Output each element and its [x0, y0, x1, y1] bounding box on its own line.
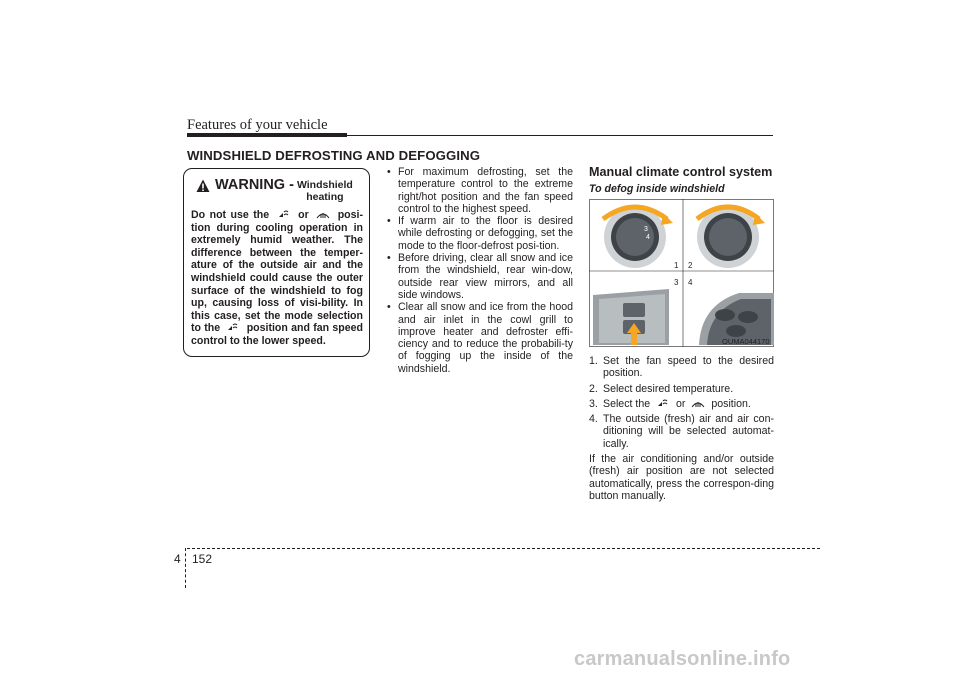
watermark: carmanualsonline.info [574, 648, 791, 670]
list-item [589, 398, 774, 410]
step-text: Select desired temperature. [603, 382, 734, 395]
step-number: 4. [589, 413, 598, 426]
knob-label-4: 4 [646, 234, 650, 241]
step-text: position. [711, 397, 751, 410]
procedure-subtitle: To defog inside windshield [589, 183, 725, 195]
warning-text-or: or [298, 209, 309, 221]
warning-triangle-icon [196, 179, 210, 193]
figure-label-3: 3 [674, 278, 679, 287]
floor-defrost-mode-icon [277, 209, 291, 220]
list-item [589, 383, 774, 395]
warning-text-2: posi-tion during cooling operation in extremely humid weather. The difference between the temper-ature of the outside air and the windshield could cause the outer surface of the windshield to fog up, causing loss of visi-bility. In this case, set the mode selection to the [191, 209, 363, 335]
step-number: 1. [589, 355, 598, 367]
subsection-title: Manual climate control system [589, 165, 773, 179]
floor-defrost-mode-icon [656, 398, 670, 409]
list-item: • Before driving, clear all snow and ice from the windshield, rear win-dow, outside rear view mirrors, and all side windows. [385, 252, 573, 301]
footer-dashed-rule [187, 548, 820, 549]
warning-topic-line1: Windshield [296, 179, 353, 191]
steps-list [589, 355, 774, 502]
defrost-mode-icon [691, 398, 705, 409]
bullet-list [385, 166, 573, 375]
list-item [589, 355, 774, 380]
warning-text-3: position and fan speed control to the lower speed. [191, 322, 363, 347]
defrost-button-panel-icon [593, 289, 669, 345]
step-text: Select the [603, 397, 651, 410]
figure-label-2: 2 [688, 261, 693, 270]
step-number: 2. [589, 382, 598, 395]
running-header: Features of your vehicle [187, 117, 328, 133]
header-thick-bar [187, 133, 347, 137]
list-item: • If warm air to the floor is desired while defrosting or defogging, set the mode to the floor-defrost posi-tion. [385, 215, 573, 252]
footer-vertical-dash [185, 548, 186, 588]
page-number: 152 [192, 552, 213, 566]
warning-body [191, 209, 363, 348]
figure-label-1: 1 [674, 261, 679, 270]
section-title: WINDSHIELD DEFROSTING AND DEFOGGING [187, 148, 481, 163]
list-item: • For maximum defrosting, set the temperature control to the extreme right/hot position and the fan speed control to the highest speed. [385, 166, 573, 215]
header-rule [347, 135, 773, 136]
note-paragraph: If the air conditioning and/or outside (fresh) air position are not selected automatically, press the correspon-ding button manually. [589, 453, 774, 502]
warning-topic [297, 179, 353, 203]
step-number: 3. [589, 397, 598, 410]
warning-heading [191, 177, 363, 203]
climate-control-figure [589, 199, 774, 347]
warning-box [183, 168, 370, 357]
chapter-number: 4 [174, 552, 181, 566]
knob-label-3: 3 [644, 226, 648, 233]
step-text: Set the fan speed to the desired position. [603, 355, 774, 380]
warning-topic-line2: heating [306, 191, 344, 203]
step-text: The outside (fresh) air and air con-ditioning will be selected automat-ically. [603, 413, 774, 450]
figure-label-4: 4 [688, 278, 693, 287]
warning-text-1: Do not use the [191, 209, 270, 221]
list-item [589, 413, 774, 450]
list-item: • Clear all snow and ice from the hood and air inlet in the cowl grill to improve heater and defroster effi-ciency and to reduce the probabili-ty of fogging up the inside of the windshield. [385, 301, 573, 375]
defrost-mode-icon [316, 209, 330, 220]
warning-word: WARNING - [215, 177, 294, 193]
step-text-or: or [676, 397, 686, 410]
figure-code: OUMA044170 [722, 337, 770, 346]
floor-defrost-mode-icon [226, 322, 240, 333]
